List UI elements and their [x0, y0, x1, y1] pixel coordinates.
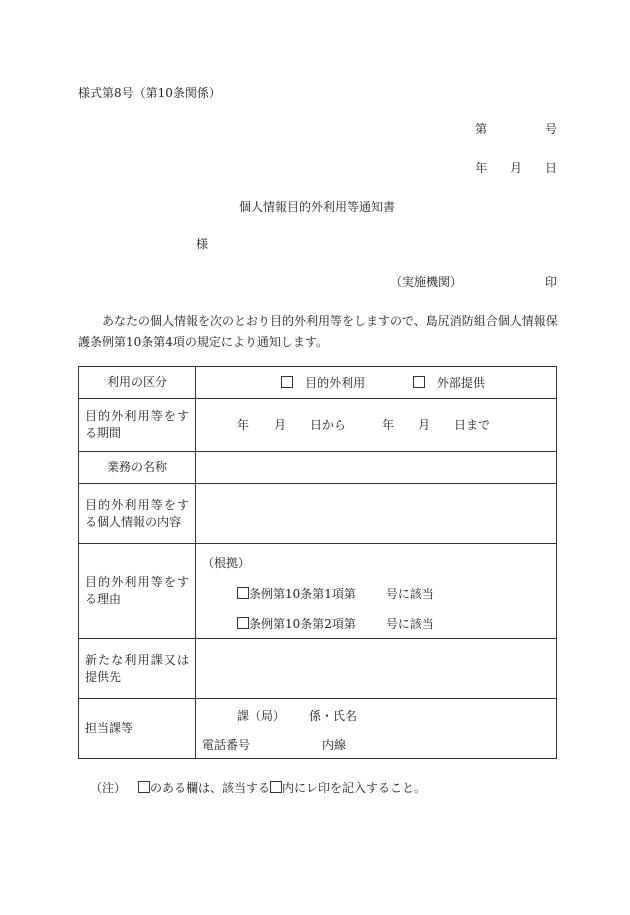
- date-day: 日: [545, 161, 558, 175]
- usage-cell: [196, 367, 557, 399]
- row-usage: [79, 367, 557, 399]
- footnote-checkbox-symbol: [138, 781, 150, 793]
- row-reason: [79, 544, 557, 639]
- seal-mark: 印: [545, 275, 558, 289]
- reason-item2-checkbox[interactable]: [237, 617, 249, 629]
- destination-value[interactable]: [196, 639, 557, 699]
- footnote-checkbox-symbol-2: [270, 781, 282, 793]
- info-value[interactable]: [196, 484, 557, 544]
- period-label: 目的外利用等をする期間: [79, 399, 196, 452]
- staff-label: 担当課等: [79, 699, 196, 759]
- period-to-year: 年: [382, 418, 395, 432]
- staff-extension: 内線: [322, 738, 347, 752]
- business-value[interactable]: [196, 452, 557, 484]
- reason-label: 目的外利用等をする理由: [79, 544, 196, 639]
- destination-label: 新たな利用課又は提供先: [79, 639, 196, 699]
- row-period: [79, 399, 557, 452]
- staff-section: 課（局）: [237, 709, 286, 723]
- period-from-day: 日から: [310, 418, 347, 432]
- reason-item2-text: 条例第10条第2項第: [249, 617, 356, 631]
- addressee-suffix: 様: [196, 237, 209, 251]
- footnote-prefix: （注）: [90, 781, 127, 795]
- notice-paragraph: [78, 311, 558, 353]
- period-from-year: 年: [237, 418, 250, 432]
- document-title: 個人情報目的外利用等通知書: [239, 200, 396, 214]
- staff-phone: 電話番号: [202, 738, 251, 752]
- usage-option1-label: 目的外利用: [305, 376, 366, 390]
- notice-line-1: あなたの個人情報を次のとおり目的外利用等をしますので、島尻消防組合個人情報保: [102, 314, 558, 328]
- reason-item2: [237, 617, 434, 630]
- reason-item1-text: 条例第10条第1項第: [249, 587, 356, 601]
- usage-option1-checkbox[interactable]: [281, 376, 293, 388]
- staff-cell[interactable]: [196, 699, 557, 759]
- row-business-name: [79, 452, 557, 484]
- footnote: [90, 781, 426, 794]
- usage-option2-label: 外部提供: [436, 376, 485, 390]
- reason-item1-checkbox[interactable]: [237, 587, 249, 599]
- notice-form-table: [78, 366, 557, 759]
- number-suffix: 号: [545, 122, 558, 136]
- footnote-text-2: 内にレ印を記入すること。: [282, 781, 427, 795]
- reason-item2-suffix: 号に該当: [385, 617, 434, 631]
- row-personal-info: [79, 484, 557, 544]
- usage-option2-checkbox[interactable]: [413, 376, 425, 388]
- date-year: 年: [475, 161, 488, 175]
- usage-label: 利用の区分: [79, 367, 196, 399]
- row-destination: [79, 639, 557, 699]
- business-label: 業務の名称: [79, 452, 196, 484]
- reason-cell: [196, 544, 557, 639]
- form-number: 様式第8号（第10条関係）: [78, 86, 221, 100]
- row-staff: [79, 699, 557, 759]
- issuer-label: （実施機関）: [390, 275, 463, 289]
- number-prefix: 第: [475, 122, 488, 136]
- footnote-text: のある欄は、該当する: [150, 781, 271, 795]
- period-to-month: 月: [418, 418, 431, 432]
- notice-line-2: 護条例第10条第4項の規定により通知します。: [78, 335, 328, 349]
- info-label: 目的外利用等をする個人情報の内容: [79, 484, 196, 544]
- reason-basis: （根拠）: [202, 556, 251, 570]
- reason-item1-suffix: 号に該当: [385, 587, 434, 601]
- date-month: 月: [510, 161, 523, 175]
- period-cell[interactable]: [196, 399, 557, 452]
- staff-person: 係・氏名: [309, 709, 358, 723]
- reason-item1: [237, 587, 434, 600]
- period-from-month: 月: [274, 418, 287, 432]
- period-to-day: 日まで: [454, 418, 491, 432]
